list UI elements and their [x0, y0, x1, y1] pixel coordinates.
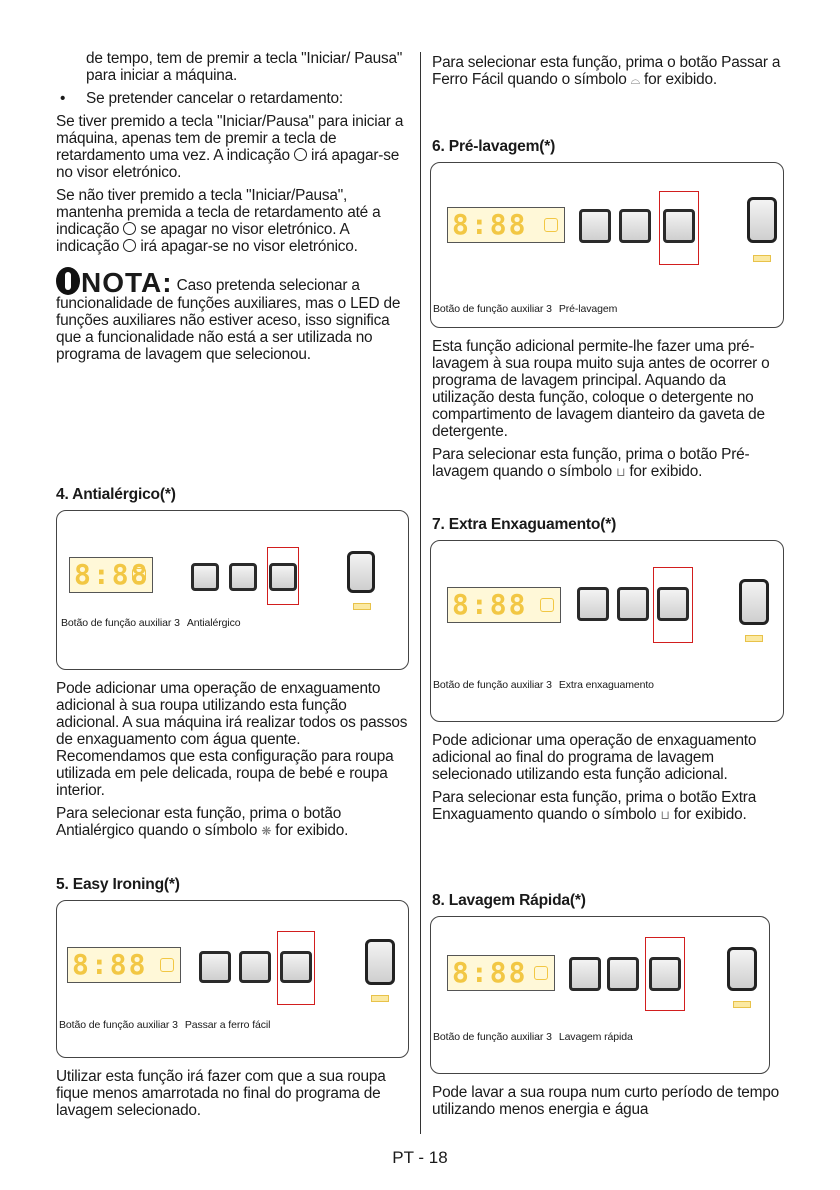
start-pause-button[interactable] [727, 947, 757, 991]
aux-button-3[interactable] [269, 563, 297, 591]
bullet-item: • Se pretender cancelar o retardamento: [60, 90, 343, 107]
aux-button-1[interactable] [579, 209, 611, 243]
caption: Botão de função auxiliar 3 Lavagem rápida [433, 1031, 633, 1043]
aux-button-2[interactable] [239, 951, 271, 983]
caption: Botão de função auxiliar 3 Pré-lavagem [433, 303, 618, 315]
aux-button-1[interactable] [191, 563, 219, 591]
display-screen: 8:88 [447, 207, 565, 243]
easy-ironing-instruction: Para selecionar esta função, prima o botão Passar a Ferro Fácil quando o símbolo ⌓ for exibido. [432, 54, 781, 88]
caption: Botão de função auxiliar 3 Antialérgico [61, 617, 241, 629]
led-indicator [745, 635, 763, 642]
section-5-heading: 5. Easy Ironing(*) [56, 876, 180, 893]
led-indicator [753, 255, 771, 262]
section-6-heading: 6. Pré-lavagem(*) [432, 138, 556, 155]
aux-button-3[interactable] [649, 957, 681, 991]
easy-iron-symbol-icon [160, 958, 174, 972]
section-8-text: Pode lavar a sua roupa num curto período de tempo utilizando menos energia e água [432, 1084, 779, 1118]
aux-button-3[interactable] [280, 951, 312, 983]
section-5-text: Utilizar esta função irá fazer com que a sua roupa fique menos amarrotada no final do programa de lavagem selecionado. [56, 1068, 386, 1119]
start-pause-button[interactable] [347, 551, 375, 593]
display-screen: 8:88 [447, 955, 555, 991]
display-screen: 8:88 [69, 557, 153, 593]
prewash-symbol-icon [544, 218, 558, 232]
aux-button-2[interactable] [617, 587, 649, 621]
note-icon [56, 267, 80, 295]
caption: Botão de função auxiliar 3 Extra enxaguamento [433, 679, 654, 691]
timer-icon [123, 222, 136, 235]
timer-icon [294, 148, 307, 161]
start-pause-button[interactable] [365, 939, 395, 985]
paragraph-cancel-not-started: Se não tiver premido a tecla "Iniciar/Pausa", mantenha premida a tecla de retardamento até a indicação se apagar no visor eletrónico. A indicação irá apagar-se no visor eletrónico. [56, 187, 381, 255]
led-indicator [733, 1001, 751, 1008]
note-text: Caso pretenda selecionar a funcionalidade de funções auxiliares, mas o LED de funções auxiliares não estiver aceso, isso significa que a funcionalidade não está a ser utilizada no programa de lavagem que selecionou. [56, 277, 401, 363]
section-8-heading: 8. Lavagem Rápida(*) [432, 892, 586, 909]
display-screen: 8:88 [447, 587, 561, 623]
caption: Botão de função auxiliar 3 Passar a ferro fácil [59, 1019, 271, 1031]
aux-button-3[interactable] [663, 209, 695, 243]
paragraph-cancel-started: Se tiver premido a tecla "Iniciar/Pausa" para iniciar a máquina, apenas tem de premir a tecla de retardamento uma vez. A indicação irá apagar-se no visor eletrónico. [56, 113, 404, 181]
control-panel-illustration [430, 162, 784, 328]
easy-iron-icon: ⌓ [630, 73, 640, 87]
quick-wash-symbol-icon [534, 966, 548, 980]
page-number: PT - 18 [392, 1148, 448, 1167]
note-label: NOTA: [81, 267, 173, 298]
bullet-text: Se pretender cancelar o retardamento: [86, 90, 343, 107]
control-panel-illustration [430, 540, 784, 722]
control-panel-illustration [56, 900, 409, 1058]
section-7-text: Pode adicionar uma operação de enxaguamento adicional ao final do programa de lavagem selecionado utilizando esta função adicional. Para selecionar esta função, prima o botão Extra Enxaguamento quando o símbolo ⊔ for exibido. [432, 732, 757, 823]
left-column [56, 50, 412, 363]
display-screen: 8:88 [67, 947, 181, 983]
extra-rinse-symbol-icon [540, 598, 554, 612]
column-divider [420, 52, 421, 1134]
start-pause-button[interactable] [739, 579, 769, 625]
timer-icon [123, 239, 136, 252]
control-panel-illustration [56, 510, 409, 670]
aux-button-3[interactable] [657, 587, 689, 621]
note-block [56, 267, 412, 363]
antiallergic-icon: ❋ [261, 824, 272, 838]
section-4-text: Pode adicionar uma operação de enxaguamento adicional à sua roupa utilizando esta função adicional. A sua máquina irá realizar todos os passos de enxaguamento com água quente. Recomendamos que esta configuração para roupa utilizada em pele delicada, roupa de bebé e roupa interior. Para selecionar esta função, prima o botão Antialérgico quando o símbolo ❋ for exibido. [56, 680, 408, 839]
aux-button-1[interactable] [577, 587, 609, 621]
aux-button-2[interactable] [607, 957, 639, 991]
aux-button-2[interactable] [619, 209, 651, 243]
aux-button-2[interactable] [229, 563, 257, 591]
antiallergic-symbol-icon [132, 568, 146, 582]
intro-continued: de tempo, tem de premir a tecla "Iniciar/ Pausa" para iniciar a máquina. [86, 50, 403, 84]
control-panel-illustration [430, 916, 770, 1074]
led-indicator [371, 995, 389, 1002]
section-7-heading: 7. Extra Enxaguamento(*) [432, 516, 617, 533]
led-indicator [353, 603, 371, 610]
aux-button-1[interactable] [569, 957, 601, 991]
prewash-icon: ⊔ [616, 465, 626, 479]
extra-rinse-icon: ⊔ [660, 808, 670, 822]
start-pause-button[interactable] [747, 197, 777, 243]
aux-button-1[interactable] [199, 951, 231, 983]
section-6-text: Esta função adicional permite-lhe fazer uma pré-lavagem à sua roupa muito suja antes de ocorrer o programa de lavagem principal. Aquando da utilização desta função, coloque o detergente no compartimento de lavagem dianteiro da gaveta de detergente. Para selecionar esta função, prima o botão Pré-lavagem quando o símbolo ⊔ for exibido. [432, 338, 770, 480]
section-4-heading: 4. Antialérgico(*) [56, 486, 176, 503]
